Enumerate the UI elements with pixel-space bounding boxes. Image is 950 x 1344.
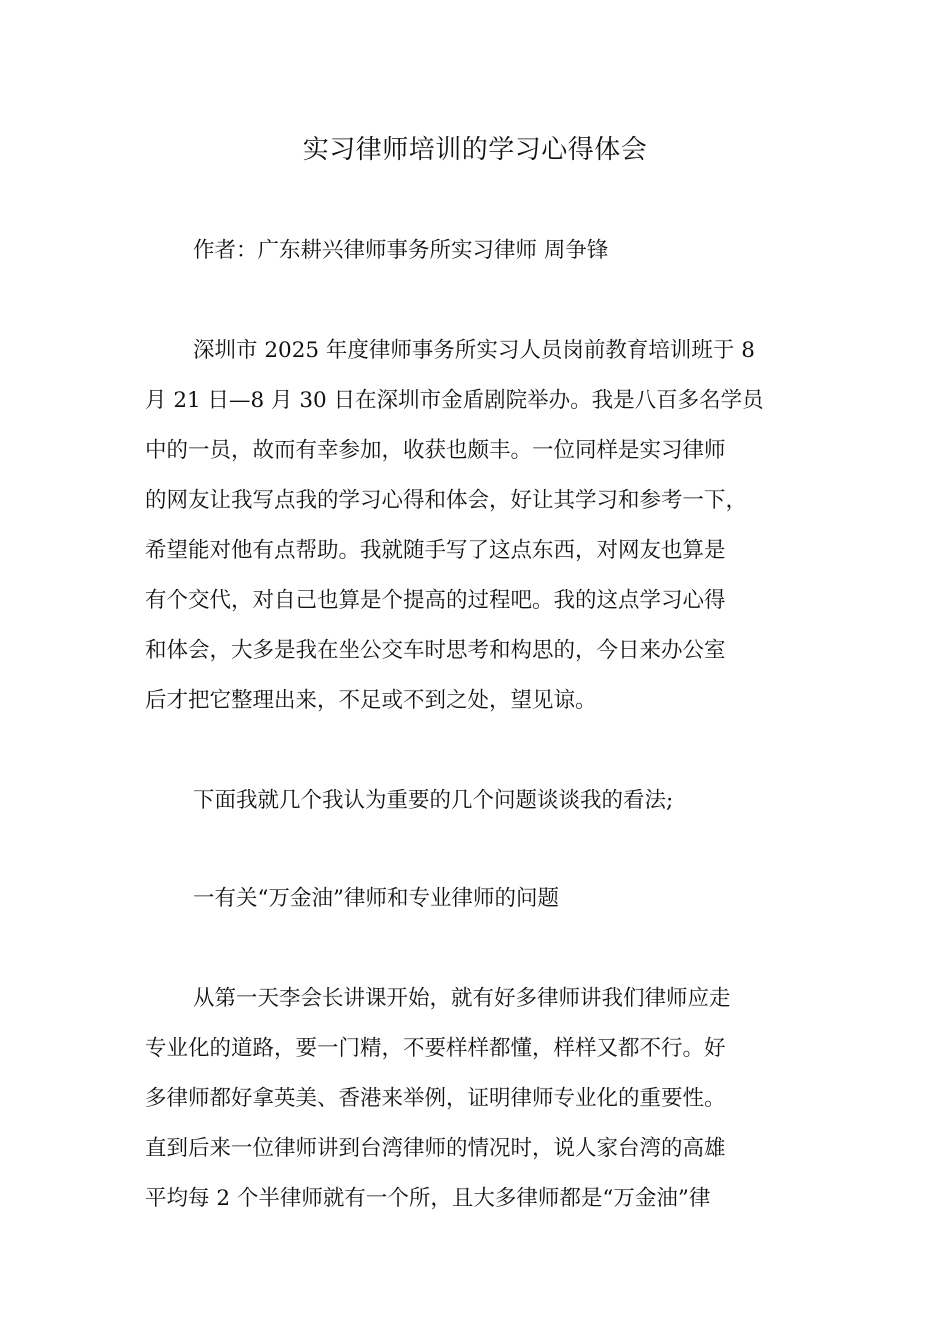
intro-line-1: 深圳市 2025 年度律师事务所实习人员岗前教育培训班于 8 (193, 338, 755, 363)
intro-line-5: 希望能对他有点帮助。我就随手写了这点东西，对网友也算是 (145, 538, 726, 563)
section-heading-block (145, 874, 559, 924)
section-line-3: 多律师都好拿英美、香港来举例，证明律师专业化的重要性。 (145, 1086, 726, 1111)
intro-line-4: 的网友让我写点我的学习心得和体会，好让其学习和参考一下， (145, 488, 748, 513)
section-line-1: 从第一天李会长讲课开始，就有好多律师讲我们律师应走 (193, 986, 731, 1011)
intro-paragraph (145, 326, 764, 726)
section-line-2: 专业化的道路，要一门精，不要样样都懂，样样又都不行。好 (145, 1036, 726, 1061)
section-line-5: 平均每 2 个半律师就有一个所，且大多律师都是“万金油”律 (145, 1186, 711, 1211)
author-line: 作者：广东耕兴律师事务所实习律师 周争锋 (193, 238, 609, 263)
author-line-block (145, 226, 608, 276)
intro-line-7: 和体会，大多是我在坐公交车时思考和构思的，今日来办公室 (145, 638, 726, 663)
document-title: 实习律师培训的学习心得体会 (302, 135, 648, 165)
intro-line-6: 有个交代，对自己也算是个提高的过程吧。我的这点学习心得 (145, 588, 726, 613)
section-line-4: 直到后来一位律师讲到台湾律师的情况时，说人家台湾的高雄 (145, 1136, 726, 1161)
intro-line-2: 月 21 日—8 月 30 日在深圳市金盾剧院举办。我是八百多名学员 (145, 388, 764, 413)
intro-line-8: 后才把它整理出来，不足或不到之处，望见谅。 (145, 688, 597, 713)
transition-paragraph (145, 776, 673, 826)
transition-line: 下面我就几个我认为重要的几个问题谈谈我的看法; (193, 788, 674, 813)
section-heading: 一有关“万金油”律师和专业律师的问题 (193, 886, 559, 911)
intro-line-3: 中的一员，故而有幸参加，收获也颇丰。一位同样是实习律师 (145, 438, 726, 463)
section-paragraph (145, 974, 731, 1224)
